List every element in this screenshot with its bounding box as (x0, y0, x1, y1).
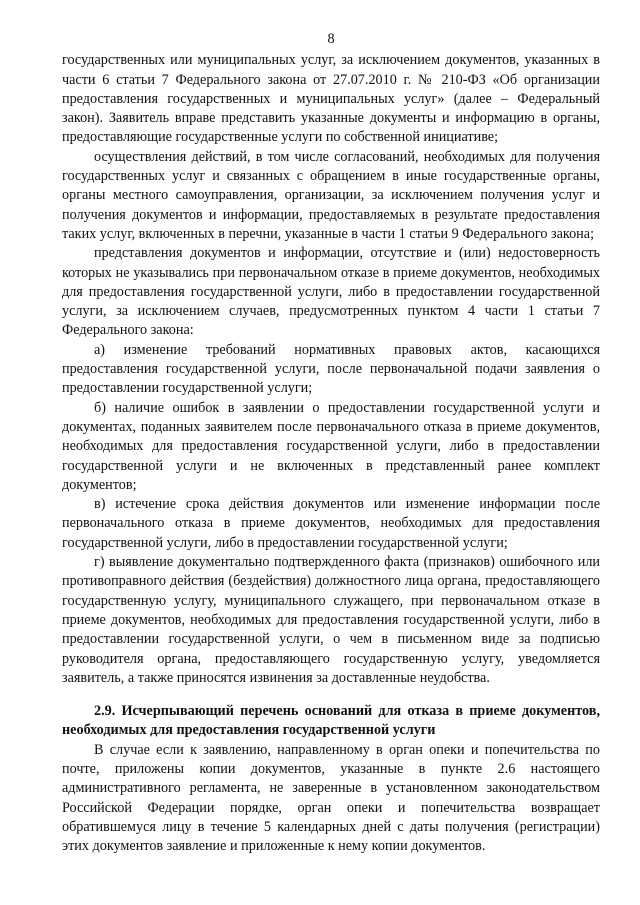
paragraph-actions: осуществления действий, в том числе согласований, необходимых для получения государственных услуг и связанных с обращением в иные государственные органы, органы местного самоуправления, организации, за исключением получения услуг и получения документов и информации, предоставляемых в результате предоставления таких услуг, включенных в перечни, указанные в части 1 статьи 9 Федерального закона; (62, 148, 600, 242)
page-number: 8 (327, 31, 335, 47)
list-item-g: г) выявление документально подтвержденного факта (признаков) ошибочного или противоправного действия (бездействия) должностного лица органа, предоставляющего государственную услугу, муниципального служащего, при первоначальном отказе в приеме документов, необходимых для предоставления государственной услуги, либо в предоставлении государственной услуги, о чем в письменном виде за подписью руководителя органа, предоставляющего государственную услугу, уведомляется заявитель, а также приносятся извинения за доставленные неудобства. (62, 554, 600, 686)
paragraph-continuation: государственных или муниципальных услуг, за исключением документов, указанных в части 6 статьи 7 Федерального закона от 27.07.2010 г. № 210-ФЗ «Об организации предоставления государственных и муниципальных услуг» (далее – Федеральный закон). Заявитель вправе представить указанные документы и информацию в органы, предоставляющие государственные услуги по собственной инициативе; (62, 52, 600, 146)
section-heading: 2.9. Исчерпывающий перечень оснований для отказа в приеме документов, необходимых для предоставления государственной услуги (62, 703, 600, 739)
list-item-b: б) наличие ошибок в заявлении о предоставлении государственной услуги и документах, поданных заявителем после первоначального отказа в приеме документов, необходимых для предоставления государственной услуги, либо в предоставлении государственной услуги и не включенных в представленный ранее комплект документов; (62, 399, 600, 493)
section-paragraph: В случае если к заявлению, направленному в орган опеки и попечительства по почте, приложены копии документов, указанные в пункте 2.6 настоящего административного регламента, не заверенные в установленном законодательством Российской Федерации порядке, орган опеки и попечительства возвращает обратившемуся лицу в течение 5 календарных дней с даты получения (регистрации) этих документов заявление и приложенные к нему копии документов. (62, 741, 600, 855)
paragraph-documents: представления документов и информации, отсутствие и (или) недостоверность которых не указывались при первоначальном отказе в приеме документов, необходимых для предоставления государственной услуги, либо в предоставлении государственной услуги, за исключением случаев, предусмотренных пунктом 4 части 1 статьи 7 Федерального закона: (62, 245, 600, 339)
list-item-a: а) изменение требований нормативных правовых актов, касающихся предоставления государственной услуги, после первоначальной подачи заявления о предоставлении государственной услуги; (62, 341, 600, 397)
document-page (62, 30, 600, 856)
list-item-v: в) истечение срока действия документов или изменение информации после первоначального отказа в приеме документов, необходимых для предоставления государственной услуги, либо в предоставлении государственной услуги; (62, 496, 600, 551)
